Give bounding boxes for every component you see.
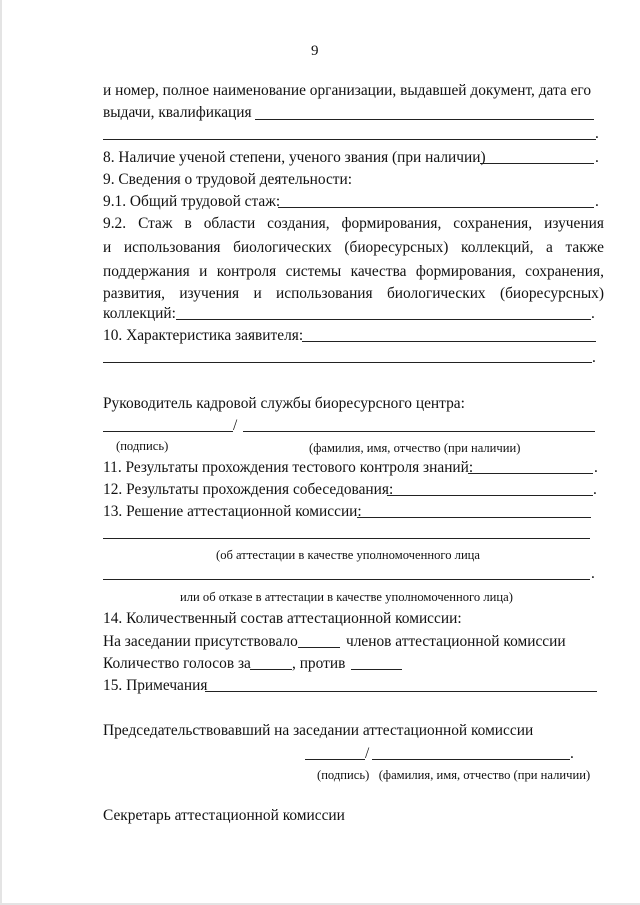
chairman-fullname-field[interactable] bbox=[372, 759, 570, 760]
period: . bbox=[594, 459, 598, 476]
word: и bbox=[103, 239, 112, 256]
word: изучения bbox=[544, 215, 604, 232]
intro-line-1: и номер, полное наименование организации, выдавшей документ, дата его bbox=[103, 82, 592, 99]
page-number: 9 bbox=[311, 43, 319, 59]
votes-for-field[interactable] bbox=[250, 669, 292, 670]
hr-signature-field[interactable] bbox=[103, 431, 233, 432]
caption-attestation: (об аттестации в качестве уполномоченного лица bbox=[216, 548, 481, 562]
word: изучения bbox=[179, 285, 240, 302]
degree-field[interactable] bbox=[480, 163, 594, 164]
applicant-characteristic-field[interactable] bbox=[302, 341, 596, 342]
chairman-label: Председательствовавший на заседании аттестационной комиссии bbox=[103, 722, 534, 739]
item-9-1-label: 9.1. Общий трудовой стаж: bbox=[103, 193, 281, 210]
item-9-2-line-1 bbox=[103, 216, 604, 231]
word: качества bbox=[350, 263, 407, 280]
caption-fullname: (фамилия, имя, отчество (при наличии) bbox=[309, 441, 521, 455]
item-9-heading: 9. Сведения о трудовой деятельности: bbox=[103, 171, 353, 188]
hr-fullname-field[interactable] bbox=[243, 431, 595, 432]
word: использования bbox=[123, 239, 221, 256]
period: . bbox=[570, 745, 574, 762]
word: использования bbox=[276, 285, 373, 302]
test-result-field[interactable] bbox=[468, 473, 593, 474]
period: . bbox=[592, 349, 596, 366]
word: формирования, bbox=[415, 263, 516, 280]
word: биологических bbox=[386, 285, 486, 302]
word: контроля bbox=[216, 263, 277, 280]
hr-head-label: Руководитель кадровой службы биоресурсного центра: bbox=[103, 395, 465, 412]
word: создания, bbox=[267, 215, 330, 232]
item-10-label: 10. Характеристика заявителя: bbox=[103, 327, 304, 344]
word: и bbox=[253, 285, 262, 302]
interview-result-field[interactable] bbox=[387, 495, 593, 496]
period: . bbox=[591, 565, 595, 582]
qualification-field[interactable] bbox=[255, 119, 594, 120]
period: . bbox=[595, 125, 599, 142]
word: формирования, bbox=[341, 215, 442, 232]
item-9-2-line-4 bbox=[103, 286, 604, 301]
present-suffix: членов аттестационной комиссии bbox=[346, 633, 566, 650]
votes-middle: , против bbox=[292, 655, 346, 672]
votes-against-field[interactable] bbox=[351, 669, 402, 670]
word: и bbox=[199, 263, 208, 280]
word: в bbox=[184, 215, 192, 232]
item-9-2-line-2 bbox=[103, 240, 604, 255]
period: . bbox=[591, 305, 595, 322]
present-count-field[interactable] bbox=[298, 647, 340, 648]
chairman-signature-field[interactable] bbox=[305, 759, 365, 760]
slash: / bbox=[365, 745, 370, 762]
word: сохранения, bbox=[453, 215, 533, 232]
collections-experience-field[interactable] bbox=[176, 319, 591, 320]
item-14-label: 14. Количественный состав аттестационной комиссии: bbox=[103, 610, 462, 627]
period: . bbox=[595, 149, 599, 166]
word: коллекций, bbox=[461, 239, 534, 256]
period: . bbox=[593, 481, 597, 498]
word: сохранения, bbox=[525, 263, 604, 280]
applicant-characteristic-field-cont[interactable] bbox=[103, 362, 592, 363]
intro-line-2: выдачи, квалификация bbox=[103, 104, 252, 121]
word: системы bbox=[285, 263, 342, 280]
caption-signature: (подпись) bbox=[116, 439, 169, 453]
decision-field-cont-2[interactable] bbox=[103, 579, 590, 580]
qualification-field-cont[interactable] bbox=[103, 139, 596, 140]
word: а bbox=[546, 239, 553, 256]
slash: / bbox=[233, 417, 238, 434]
word: (биоресурсных) bbox=[499, 285, 604, 302]
item-13-label: 13. Решение аттестационной комиссии: bbox=[103, 503, 362, 520]
period: . bbox=[595, 193, 599, 210]
word: области bbox=[203, 215, 256, 232]
item-9-2-line-5: коллекций: bbox=[103, 305, 176, 322]
item-9-2-line-3 bbox=[103, 264, 604, 279]
word: Стаж bbox=[138, 215, 173, 232]
caption-refusal: или об отказе в аттестации в качестве уполномоченного лица) bbox=[180, 590, 513, 604]
item-11-label: 11. Результаты прохождения тестового контроля знаний: bbox=[103, 459, 474, 476]
decision-field[interactable] bbox=[357, 517, 591, 518]
total-experience-field[interactable] bbox=[278, 207, 594, 208]
notes-field[interactable] bbox=[205, 691, 597, 692]
secretary-label: Секретарь аттестационной комиссии bbox=[103, 807, 345, 824]
item-15-label: 15. Примечания bbox=[103, 677, 208, 694]
word: развития, bbox=[103, 285, 165, 302]
votes-prefix: Количество голосов за bbox=[103, 655, 251, 672]
word: поддержания bbox=[103, 263, 190, 280]
item-12-label: 12. Результаты прохождения собеседования: bbox=[103, 481, 394, 498]
word: (биоресурсных) bbox=[344, 239, 449, 256]
word: 9.2. bbox=[103, 215, 127, 232]
present-prefix: На заседании присутствовало bbox=[103, 633, 298, 650]
word: биологических bbox=[233, 239, 332, 256]
caption-signature-fullname: (подпись) (фамилия, имя, отчество (при наличии) bbox=[317, 768, 591, 782]
decision-field-cont[interactable] bbox=[103, 538, 590, 539]
word: также bbox=[565, 239, 604, 256]
item-8-label: 8. Наличие ученой степени, ученого звания (при наличии) bbox=[103, 149, 486, 166]
